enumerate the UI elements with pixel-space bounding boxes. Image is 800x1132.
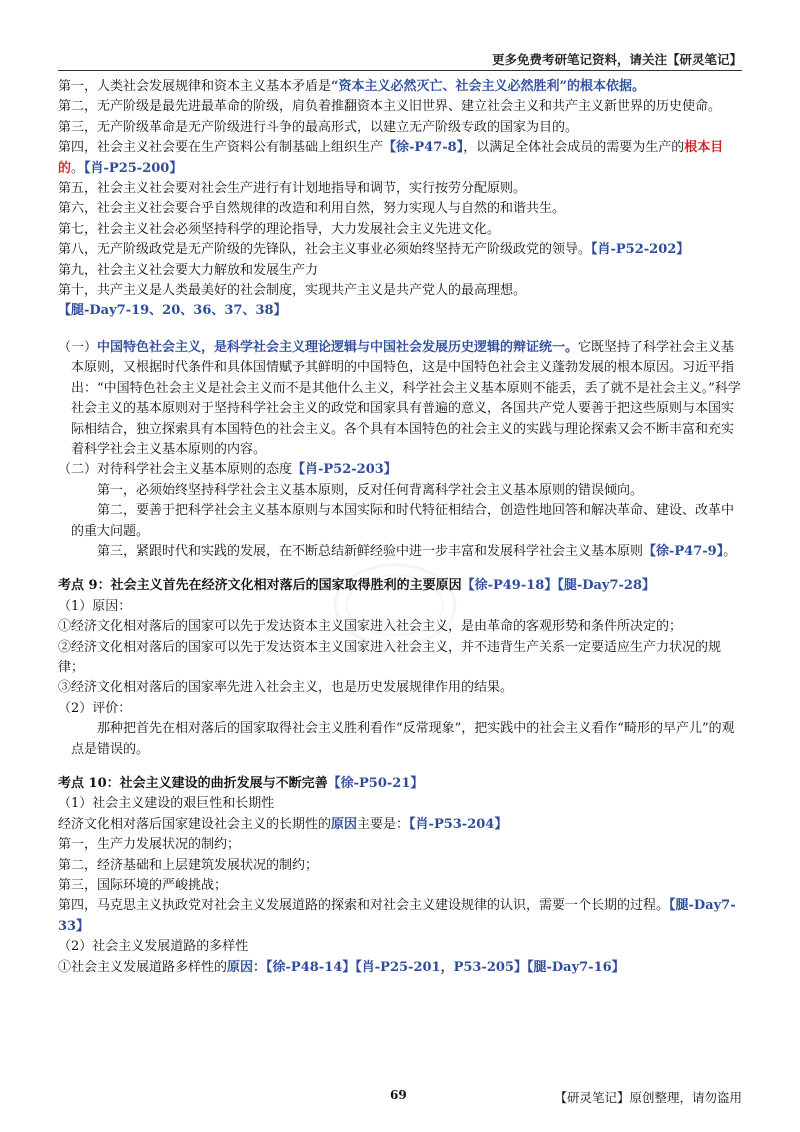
kp10-item-3: 第三，国际环境的严峻挑战； [58, 878, 228, 894]
list1-item-10-text: 第十，共产主义是人类最美好的社会制度，实现共产主义是共产党人的最高理想。 [58, 283, 527, 299]
section-2-heading [58, 460, 742, 480]
kp10-reason-post: 主要是： [357, 816, 410, 832]
ref-tag: 【腿-Day7-28】 [557, 578, 656, 594]
ref-tag: 【腿-Day7-19、20、36、37、38】 [58, 303, 287, 319]
kp10-item-4 [58, 896, 742, 937]
kp9-sub2: （2）评价： [58, 700, 132, 716]
list1-item-10 [58, 281, 742, 322]
kp10-sub2: （2）社会主义发展道路的多样性 [58, 939, 249, 955]
ref-tag: 【肖-P25-200】 [84, 160, 183, 176]
ref-tag: 【徐-P47-9】 [643, 543, 724, 559]
kp9-item-1: ①经济文化相对落后的国家可以先于发达资本主义国家进入社会主义，是由革命的客观形势和条件所决定的； [58, 619, 683, 635]
section-1-paragraph [58, 338, 742, 460]
kp10-reason [58, 815, 742, 835]
kp10-title-text: 考点 10：社会主义建设的曲折发展与不断完善 [58, 776, 328, 791]
list1-item-4-mid: ，以满足全体社会成员的需要为生产的 [463, 140, 685, 156]
list1-item-1 [58, 77, 742, 97]
page-number: 69 [390, 1088, 407, 1102]
list1-item-1-highlight: “资本主义必然灭亡、社会主义必然胜利”的根本依据。 [331, 79, 645, 94]
ref-tag: 【肖-P52-202】 [591, 242, 690, 258]
kp9-title [58, 576, 742, 596]
ref-tag: 【肖-P53-204】 [409, 816, 508, 832]
list1-item-8 [58, 240, 742, 260]
section-1-highlight: 中国特色社会主义，是科学社会主义理论逻辑与中国社会发展历史逻辑的辩证统一。 [97, 339, 579, 355]
kp10-title [58, 774, 742, 794]
section-2-item-3 [58, 542, 742, 562]
list1-item-2: 第二，无产阶级是最先进最革命的阶级，肩负着推翻资本主义旧世界、建立社会主义和共产主义新世界的历史使命。 [58, 99, 722, 115]
ref-tag: 【徐-P47-8】 [383, 140, 464, 156]
section-2-heading-text: （二）对待科学社会主义基本原则的态度 [58, 462, 293, 478]
list1-item-8-text: 第八，无产阶级政党是无产阶级的先锋队，社会主义事业必须始终坚持无产阶级政党的领导。 [58, 242, 592, 258]
section-2-item-1: 第一，必须始终坚持科学社会主义基本原则，反对任何背离科学社会主义基本原则的错误倾向。 [97, 482, 644, 498]
ref-tag: 【腿-Day7-33】 [58, 898, 736, 934]
ref-tag: 【肖-P52-203】 [292, 462, 397, 478]
kp9-item-3: ③经济文化相对落后的国家率先进入社会主义，也是历史发展规律作用的结果。 [58, 680, 514, 696]
list1-item-3: 第三，无产阶级革命是无产阶级进行斗争的最高形式，以建立无产阶级专政的国家为目的。 [58, 119, 579, 135]
kp10-item-2: 第二，经济基础和上层建筑发展状况的制约； [58, 857, 319, 873]
section-1-label: （一） [58, 339, 98, 355]
list1-item-4-red: 根本目的 [58, 140, 724, 176]
header-note: 更多免费考研笔记资料，请关注【研灵笔记】 [491, 52, 742, 67]
kp10-item-1: 第一，生产力发展状况的制约； [58, 837, 241, 853]
section-2-item-3-end: 。 [723, 543, 737, 559]
kp9-eval: 那种把首先在相对落后的国家取得社会主义胜利看作“反常现象”，把实践中的社会主义看作“畸形的早产儿”的观点是错误的。 [71, 721, 735, 757]
ref-tag: 【徐-P48-14】 [266, 959, 356, 975]
kp10-last-word: 原因： [227, 959, 267, 975]
list1-item-4 [58, 138, 742, 179]
section-2-item-2: 第二，要善于把科学社会主义基本原则与本国实际和时代特征相结合，创造性地回答和解决革命、建设、改革中的重大问题。 [71, 503, 735, 539]
kp9-sub1: （1）原因： [58, 598, 132, 614]
ref-tag: 【徐-P50-21】 [327, 776, 424, 791]
ref-tag: 【徐-P49-18】 [461, 578, 558, 594]
list1-item-4-end: 。 [71, 160, 85, 176]
section-2-item-3-text: 第三，紧跟时代和实践的发展，在不断总结新鲜经验中进一步丰富和发展科学社会主义基本原则 [97, 543, 644, 559]
header-rule [58, 70, 742, 71]
ref-tag: 【腿-Day7-16】 [526, 959, 625, 975]
list1-item-7: 第七，社会主义社会必须坚持科学的理论指导，大力发展社会主义先进文化。 [58, 221, 501, 237]
kp10-reason-text: 经济文化相对落后国家建设社会主义的长期性的 [58, 816, 332, 832]
list1-item-5: 第五，社会主义社会要对社会生产进行有计划地指导和调节，实行按劳分配原则。 [58, 181, 527, 197]
list1-item-1-text: 第一，人类社会发展规律和资本主义基本矛盾是 [58, 79, 332, 94]
ref-tag: 【肖-P25-201，P53-205】 [355, 959, 527, 975]
page-content [58, 77, 742, 978]
list1-item-6: 第六，社会主义社会要合乎自然规律的改造和利用自然，努力实现人与自然的和谐共生。 [58, 201, 566, 217]
list1-item-9: 第九，社会主义社会要大力解放和发展生产力 [58, 262, 319, 278]
kp10-last-text: ①社会主义发展道路多样性的 [58, 959, 228, 975]
kp10-reason-word: 原因 [331, 816, 358, 832]
kp9-item-2: ②经济文化相对落后的国家可以先于发达资本主义国家进入社会主义，并不违背生产关系一定要适应生产力状况的规律； [58, 639, 722, 675]
list1-item-4-text: 第四，社会主义社会要在生产资料公有制基础上组织生产 [58, 140, 384, 156]
kp10-sub1: （1）社会主义建设的艰巨性和长期性 [58, 796, 275, 812]
kp10-item-4-text: 第四，马克思主义执政党对社会主义发展道路的探索和对社会主义建设规律的认识，需要一个长期的过程。 [58, 898, 670, 914]
kp9-title-text: 考点 9：社会主义首先在经济文化相对落后的国家取得胜利的主要原因 [58, 578, 462, 594]
footer-note: 【研灵笔记】原创整理，请勿盗用 [554, 1090, 742, 1105]
section-1-body: 它既坚持了科学社会主义基本原则，又根据时代条件和具体国情赋予其鲜明的中国特色，这是中国特色社会主义蓬勃发展的根本原因。习近平指出：“中国特色社会主义是社会主义而不是其他什么主义，科学社会主义基本原则不能丢，丢了就不是社会主义。”科学社会主义的基本原则对于坚持科学社会主义的政党和国家具有普遍的意义，各国共产党人要善于把这些原则与本国实际相结合，独立探索具有本国特色的社会主义。各个具有本国特色的社会主义的实践与理论探索又会不断丰富和充实着科学社会主义基本原则的内容。 [71, 339, 741, 457]
kp10-last [58, 958, 742, 978]
